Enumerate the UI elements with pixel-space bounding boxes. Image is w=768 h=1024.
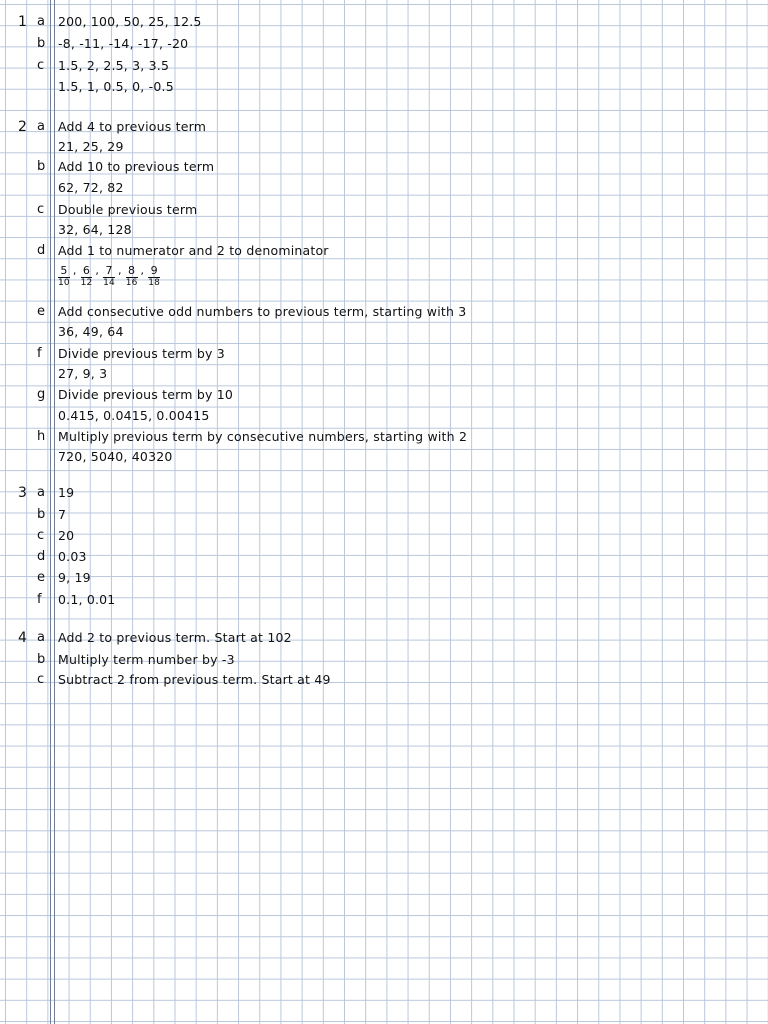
question-number: 4	[18, 630, 28, 646]
denominator: 18	[148, 278, 161, 288]
answer-text: 20	[58, 528, 75, 543]
part-letter: b	[37, 652, 46, 667]
numerator: 8	[126, 264, 138, 278]
part-letter: a	[37, 14, 46, 29]
answer-text: 9, 19	[58, 570, 91, 585]
margin-line	[54, 0, 55, 1024]
question-number: 2	[18, 119, 28, 135]
part-letter: c	[37, 58, 45, 73]
terms-text: 0.415, 0.0415, 0.00415	[58, 408, 210, 423]
fraction	[148, 264, 160, 289]
part-letter: d	[37, 549, 46, 564]
fraction-sequence: $\frac{5}{10}$ , $\frac{6}{12}$ , $\frac{7}{14}$ , $\frac{8}{16}$ , $\frac{9}{18}$	[58, 264, 161, 288]
part-letter: c	[37, 202, 45, 217]
answer-text: Subtract 2 from previous term. Start at 49	[58, 672, 331, 687]
part-letter: a	[37, 630, 46, 645]
part-letter: a	[37, 485, 46, 500]
rule-text: Add 10 to previous term	[58, 159, 215, 174]
terms-text: 32, 64, 128	[58, 222, 132, 237]
numerator: 5	[58, 264, 70, 278]
answer-text: -8, -11, -14, -17, -20	[58, 36, 189, 51]
part-letter: g	[37, 387, 46, 402]
terms-text: 36, 49, 64	[58, 324, 124, 339]
answer-text: 1.5, 2, 2.5, 3, 3.5	[58, 58, 170, 73]
part-letter: e	[37, 570, 46, 585]
part-letter: f	[37, 592, 42, 607]
terms-text: 720, 5040, 40320	[58, 449, 173, 464]
numerator: 6	[81, 264, 93, 278]
rule-text: Add consecutive odd numbers to previous term, starting with 3	[58, 304, 467, 319]
terms-text: 21, 25, 29	[58, 139, 124, 154]
rule-text: Add 4 to previous term	[58, 119, 207, 134]
part-letter: a	[37, 119, 46, 134]
answer-text: 0.1, 0.01	[58, 592, 116, 607]
denominator: 14	[103, 278, 115, 288]
fraction	[58, 264, 70, 289]
part-letter: b	[37, 159, 46, 174]
answer-text: 0.03	[58, 549, 87, 564]
answer-text: 19	[58, 485, 75, 500]
rule-text: Divide previous term by 3	[58, 346, 225, 361]
part-letter: d	[37, 243, 46, 258]
part-letter: c	[37, 672, 45, 687]
part-letter: h	[37, 429, 46, 444]
fraction	[81, 264, 93, 289]
part-letter: f	[37, 346, 42, 361]
answer-text: Add 2 to previous term. Start at 102	[58, 630, 292, 645]
terms-text: 62, 72, 82	[58, 180, 124, 195]
answer-text: 7	[58, 507, 67, 522]
fraction	[126, 264, 138, 289]
part-letter: e	[37, 304, 46, 319]
question-number: 1	[18, 14, 28, 30]
numerator: 9	[148, 264, 160, 278]
part-letter: b	[37, 507, 46, 522]
answer-text: Multiply term number by -3	[58, 652, 235, 667]
question-number: 3	[18, 485, 28, 501]
rule-text: Multiply previous term by consecutive numbers, starting with 2	[58, 429, 468, 444]
denominator: 10	[58, 278, 70, 288]
answer-text: 1.5, 1, 0.5, 0, -0.5	[58, 79, 174, 94]
rule-text: Add 1 to numerator and 2 to denominator	[58, 243, 329, 258]
terms-text: 27, 9, 3	[58, 366, 108, 381]
part-letter: c	[37, 528, 45, 543]
denominator: 16	[125, 278, 138, 288]
denominator: 12	[80, 278, 93, 288]
numerator: 7	[103, 264, 115, 278]
rule-text: Double previous term	[58, 202, 198, 217]
answer-text: 200, 100, 50, 25, 12.5	[58, 14, 202, 29]
margin-line	[50, 0, 51, 1024]
fraction	[103, 264, 115, 289]
rule-text: Divide previous term by 10	[58, 387, 234, 402]
part-letter: b	[37, 36, 46, 51]
